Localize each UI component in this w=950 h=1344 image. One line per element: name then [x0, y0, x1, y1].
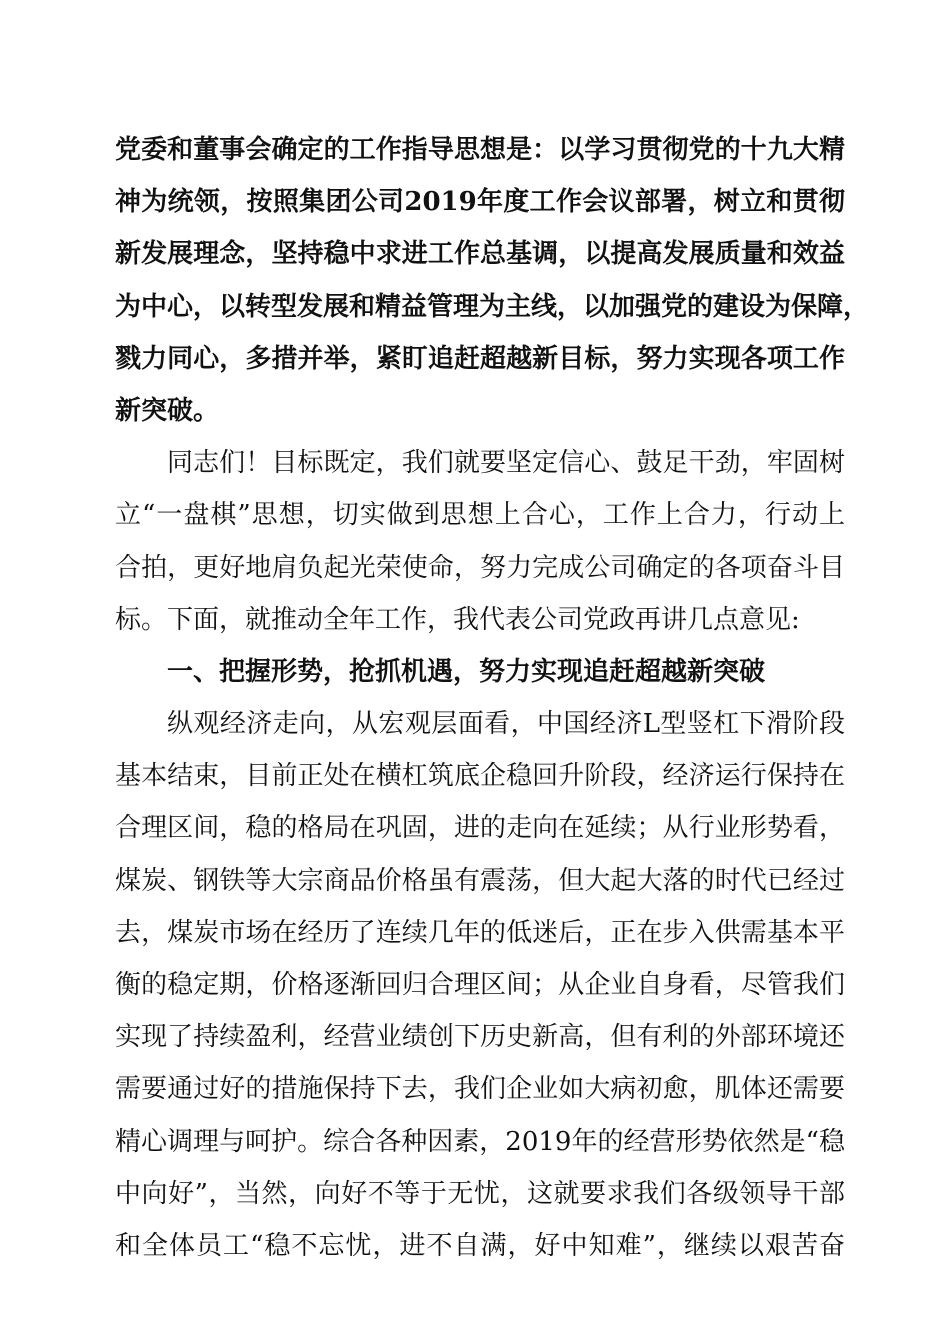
paragraph-guiding-ideology	[115, 124, 870, 437]
text-line: 需要通过好的措施保持下去，我们企业如大病初愈，肌体还需要	[115, 1074, 845, 1105]
text-line: 基本结束，目前正处在横杠筑底企稳回升阶段，经济运行保持在	[115, 761, 845, 792]
text-line: 同志们！目标既定，我们就要坚定信心、鼓足干劲，牢固树	[167, 448, 845, 479]
text-line: 中向好”，当然，向好不等于无忧，这就要求我们各级领导干部	[115, 1178, 845, 1209]
text-line: 为中心，以转型发展和精益管理为主线，以加强党的建设为保障，	[115, 291, 870, 322]
text-line: 精心调理与呵护。综合各种因素，2019年的经营形势依然是“稳	[115, 1126, 845, 1157]
document-body	[115, 124, 870, 1272]
text-line: 立“一盘棋”思想，切实做到思想上合心，工作上合力，行动上	[115, 500, 845, 531]
text-line: 标。下面，就推动全年工作，我代表公司党政再讲几点意见:	[115, 604, 800, 635]
text-line: 实现了持续盈利，经营业绩创下历史新高，但有利的外部环境还	[115, 1022, 845, 1053]
text-line: 和全体员工“稳不忘忧，进不自满，好中知难”，继续以艰苦奋	[115, 1230, 845, 1261]
paragraph-comrades	[115, 437, 845, 646]
text-line: 去，煤炭市场在经历了连续几年的低迷后，正在步入供需基本平	[115, 917, 845, 948]
paragraph-economic-situation	[115, 698, 845, 1272]
text-line: 神为统领，按照集团公司2019年度工作会议部署，树立和贯彻	[115, 187, 845, 218]
text-line: 新突破。	[115, 395, 220, 426]
text-line: 合理区间，稳的格局在巩固，进的走向在延续；从行业形势看，	[115, 813, 845, 844]
text-line: 新发展理念，坚持稳中求进工作总基调，以提高发展质量和效益	[115, 239, 845, 270]
text-line: 戮力同心，多措并举，紧盯追赶超越新目标，努力实现各项工作	[115, 343, 845, 374]
section-heading: 一、把握形势，抢抓机遇，努力实现追赶超越新突破	[167, 656, 766, 687]
text-line: 煤炭、钢铁等大宗商品价格虽有震荡，但大起大落的时代已经过	[115, 865, 845, 896]
text-line: 党委和董事会确定的工作指导思想是：以学习贯彻党的十九大精	[115, 135, 845, 165]
text-line: 合拍，更好地肩负起光荣使命，努力完成公司确定的各项奋斗目	[115, 552, 845, 583]
text-line: 纵观经济走向，从宏观层面看，中国经济L型竖杠下滑阶段	[167, 709, 845, 740]
text-line: 衡的稳定期，价格逐渐回归合理区间；从企业自身看，尽管我们	[115, 970, 845, 1000]
